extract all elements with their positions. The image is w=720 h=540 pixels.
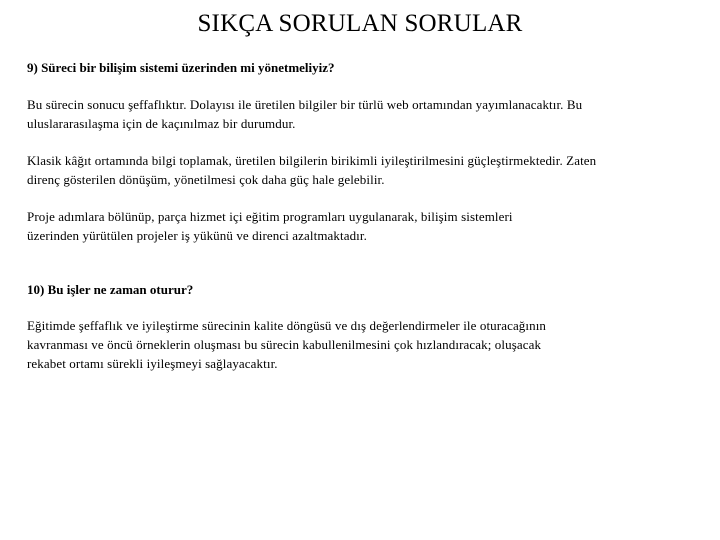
paragraph-line: direnç gösterilen dönüşüm, yönetilmesi çok daha güç hale gelebilir. — [27, 172, 385, 187]
paragraph-line: Klasik kâğıt ortamında bilgi toplamak, üretilen bilgilerin birikimli iyileştirilmesini güçleştirmektedir. Zaten — [27, 153, 597, 168]
question-10-heading: 10) Bu işler ne zaman oturur? — [27, 282, 194, 297]
paragraph-line: üzerinden yürütülen projeler iş yükünü ve direnci azaltmaktadır. — [27, 228, 367, 243]
question-9-paragraph-1 — [27, 95, 692, 133]
page-title: SIKÇA SORULAN SORULAR — [197, 10, 523, 37]
paragraph-line: Bu sürecin sonucu şeffaflıktır. Dolayısı ile üretilen bilgiler bir türlü web ortamından yayımlanacaktır. Bu — [27, 97, 583, 112]
question-9-heading: 9) Süreci bir bilişim sistemi üzerinden mi yönetmeliyiz? — [27, 60, 335, 75]
paragraph-line: rekabet ortamı sürekli iyileşmeyi sağlayacaktır. — [27, 356, 278, 371]
question-9-paragraph-2 — [27, 151, 692, 189]
paragraph-line: uluslararasılaşma için de kaçınılmaz bir durumdur. — [27, 116, 296, 131]
question-9-paragraph-3 — [27, 207, 692, 245]
paragraph-line: kavranması ve öncü örneklerin oluşması bu sürecin kabullenilmesini çok hızlandıracak; oluşacak — [27, 337, 542, 352]
question-10-paragraph-1 — [27, 316, 692, 373]
paragraph-line: Proje adımlara bölünüp, parça hizmet içi eğitim programları uygulanarak, bilişim sistemleri — [27, 209, 513, 224]
paragraph-line: Eğitimde şeffaflık ve iyileştirme sürecinin kalite döngüsü ve dış değerlendirmeler ile oturacağının — [27, 318, 547, 333]
